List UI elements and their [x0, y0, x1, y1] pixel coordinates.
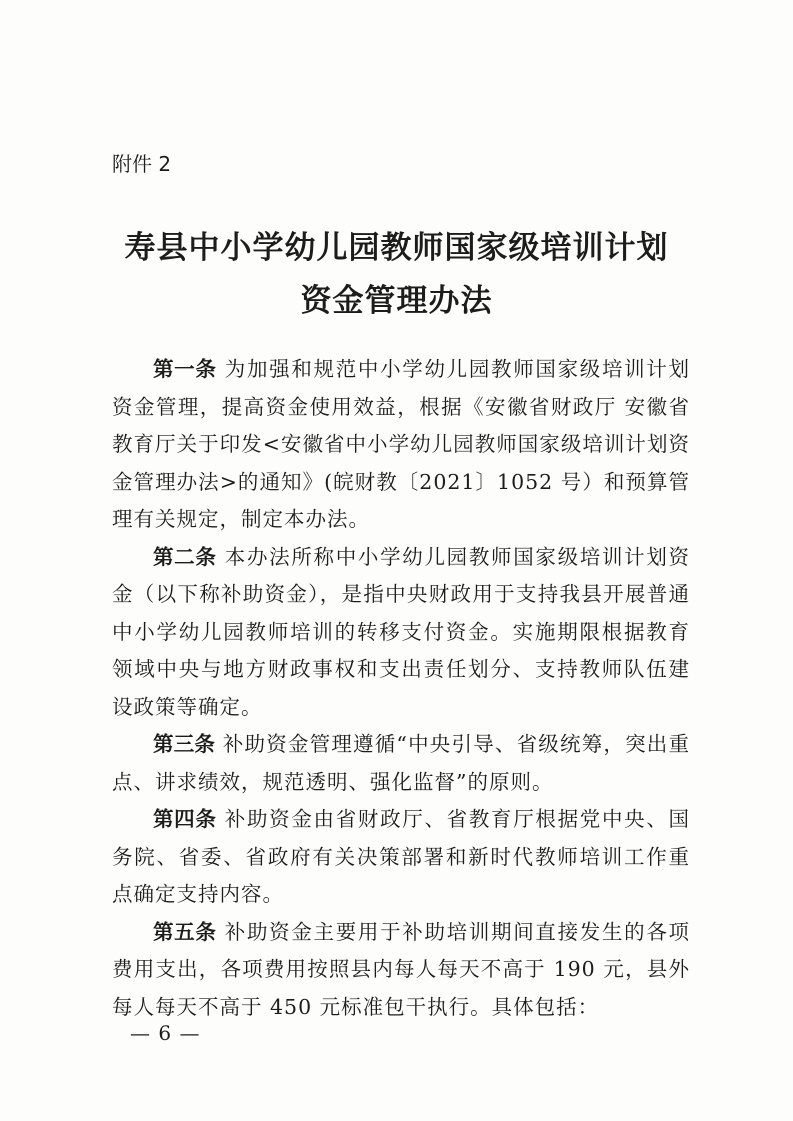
document-title-line-2: 资金管理办法	[300, 283, 493, 319]
document-title-line-1: 寿县中小学幼儿园教师国家级培训计划	[124, 230, 669, 266]
attachment-label: 附件 2	[112, 152, 172, 176]
article-text: 补助资金主要用于补助培训期间直接发生的各项费用支出，各项费用按照县内每人每天不高于 190 元，县外每人每天不高于 450 元标准包干执行。具体包括：	[112, 919, 691, 1019]
page-number: — 6 —	[130, 1021, 201, 1045]
article-text: 本办法所称中小学幼儿园教师国家级培训计划资金（以下称补助资金），是指中央财政用于支持我县开展普通中小学幼儿园教师培训的转移支付资金。实施期限根据教育领域中央与地方财政事权和支出责任划分、支持教师队伍建设政策等确定。	[112, 544, 691, 719]
article-heading: 第三条	[153, 732, 216, 756]
article-2	[112, 539, 690, 727]
article-heading: 第五条	[153, 919, 217, 944]
article-text: 补助资金管理遵循“中央引导、省级统筹，突出重点、讲求绩效，规范透明、强化监督”的原则。	[112, 732, 691, 794]
document-body	[112, 351, 690, 1026]
article-text: 为加强和规范中小学幼儿园教师国家级培训计划资金管理，提高资金使用效益，根据《安徽省财政厅 安徽省教育厅关于印发<安徽省中小学幼儿园教师国家级培训计划资金管理办法>的通知》(皖财教〔2021〕1052 号）和预算管理有关规定，制定本办法。	[112, 357, 691, 531]
article-3	[112, 726, 690, 801]
article-4	[112, 801, 690, 914]
article-heading: 第一条	[153, 357, 217, 381]
article-heading: 第四条	[153, 807, 217, 831]
article-text: 补助资金由省财政厅、省教育厅根据党中央、国务院、省委、省政府有关决策部署和新时代教师培训工作重点确定支持内容。	[112, 807, 691, 906]
article-heading: 第二条	[153, 544, 217, 569]
article-5	[112, 914, 690, 1027]
article-1	[112, 351, 690, 539]
